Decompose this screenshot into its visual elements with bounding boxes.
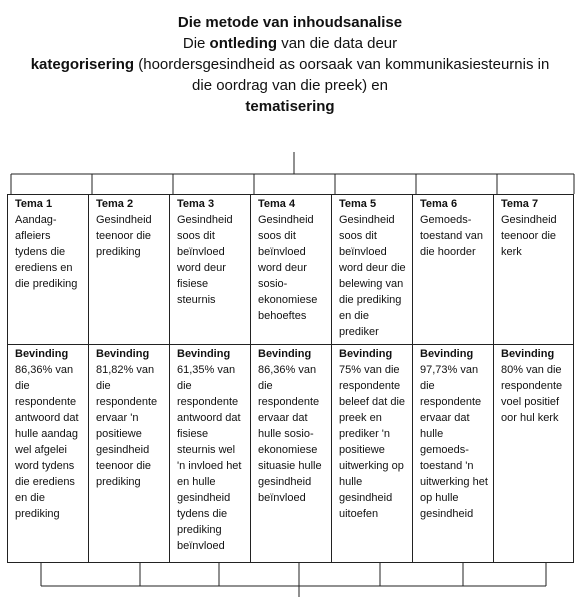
keyword-ontleding: ontleding: [209, 35, 278, 52]
subtitle-line-3: kategorisering (hoordersgesindheid as oorsaak van kommunikasiesteurnis in: [30, 56, 550, 73]
bevinding-cell: [494, 345, 574, 563]
diagram-title: Die metode van inhoudsanalise: [177, 14, 403, 31]
tema-heading: Tema 5: [339, 198, 377, 210]
bevinding-text: 97,73% van die respondente ervaar dat hulle gemoeds-toestand 'n uitwerking het op hulle gesindheid: [420, 364, 488, 520]
tema-description: Gesindheid soos dit beïnvloed word deur die belewing van die prediking en die prediker: [339, 214, 406, 338]
themes-table: [7, 194, 574, 563]
tema-description: Gemoeds-toestand van die hoorder: [420, 214, 483, 258]
bevinding-cell: [251, 345, 332, 563]
tema-heading: Tema 1: [15, 198, 53, 210]
bevinding-heading: Bevinding: [96, 348, 150, 360]
bevinding-heading: Bevinding: [501, 348, 555, 360]
tema-description: Gesindheid teenoor die kerk: [501, 214, 557, 258]
bevinding-text: 75% van die respondente beleef dat die preek en prediker 'n positiewe uitwerking op hulle gesindheid uitoefen: [339, 364, 406, 520]
tema-description: Gesindheid soos dit beïnvloed word deur fisiese steurnis: [177, 214, 233, 306]
tema-cell: [413, 195, 494, 345]
findings-row: [8, 345, 574, 563]
tema-cell: [494, 195, 574, 345]
bevinding-text: 61,35% van die respondente antwoord dat fisiese steurnis wel 'n invloed het en hulle gesindheid tydens die prediking beïnvloed: [177, 364, 242, 552]
tema-cell: [8, 195, 89, 345]
tema-heading: Tema 4: [258, 198, 296, 210]
bevinding-heading: Bevinding: [258, 348, 312, 360]
bevinding-cell: [8, 345, 89, 563]
keyword-tematisering: tematisering: [245, 98, 335, 115]
tema-description: Gesindheid teenoor die prediking: [96, 214, 152, 258]
subtitle-line-2: Die ontleding van die data deur: [182, 35, 398, 52]
keyword-kategorisering: kategorisering: [30, 56, 135, 73]
bevinding-heading: Bevinding: [15, 348, 69, 360]
bevinding-cell: [332, 345, 413, 563]
bevinding-heading: Bevinding: [177, 348, 231, 360]
tema-heading: Tema 3: [177, 198, 215, 210]
tema-cell: [170, 195, 251, 345]
bevinding-text: 86,36% van die respondente ervaar dat hulle sosio-ekonomiese situasie hulle gesindheid beïnvloed: [258, 364, 322, 504]
bevinding-text: 81,82% van die respondente ervaar 'n positiewe gesindheid teenoor die prediking: [96, 364, 158, 488]
subtitle-line-4: die oordrag van die preek) en: [192, 77, 388, 94]
tema-heading: Tema 7: [501, 198, 539, 210]
themes-row: [8, 195, 574, 345]
bevinding-cell: [89, 345, 170, 563]
bevinding-text: 80% van die respondente voel positief oor hul kerk: [501, 364, 563, 424]
bevinding-cell: [170, 345, 251, 563]
tema-description: Aandag-afleiers tydens die erediens en die prediking: [15, 214, 78, 290]
tema-cell: [89, 195, 170, 345]
bevinding-text: 86,36% van die respondente antwoord dat hulle aandag wel afgelei word tydens die erediens en die prediking: [15, 364, 79, 520]
tema-heading: Tema 2: [96, 198, 134, 210]
bevinding-heading: Bevinding: [420, 348, 474, 360]
bevinding-heading: Bevinding: [339, 348, 393, 360]
tema-cell: [251, 195, 332, 345]
tema-cell: [332, 195, 413, 345]
tema-heading: Tema 6: [420, 198, 458, 210]
tema-description: Gesindheid soos dit beïnvloed word deur sosio-ekonomiese behoeftes: [258, 214, 318, 322]
bevinding-cell: [413, 345, 494, 563]
